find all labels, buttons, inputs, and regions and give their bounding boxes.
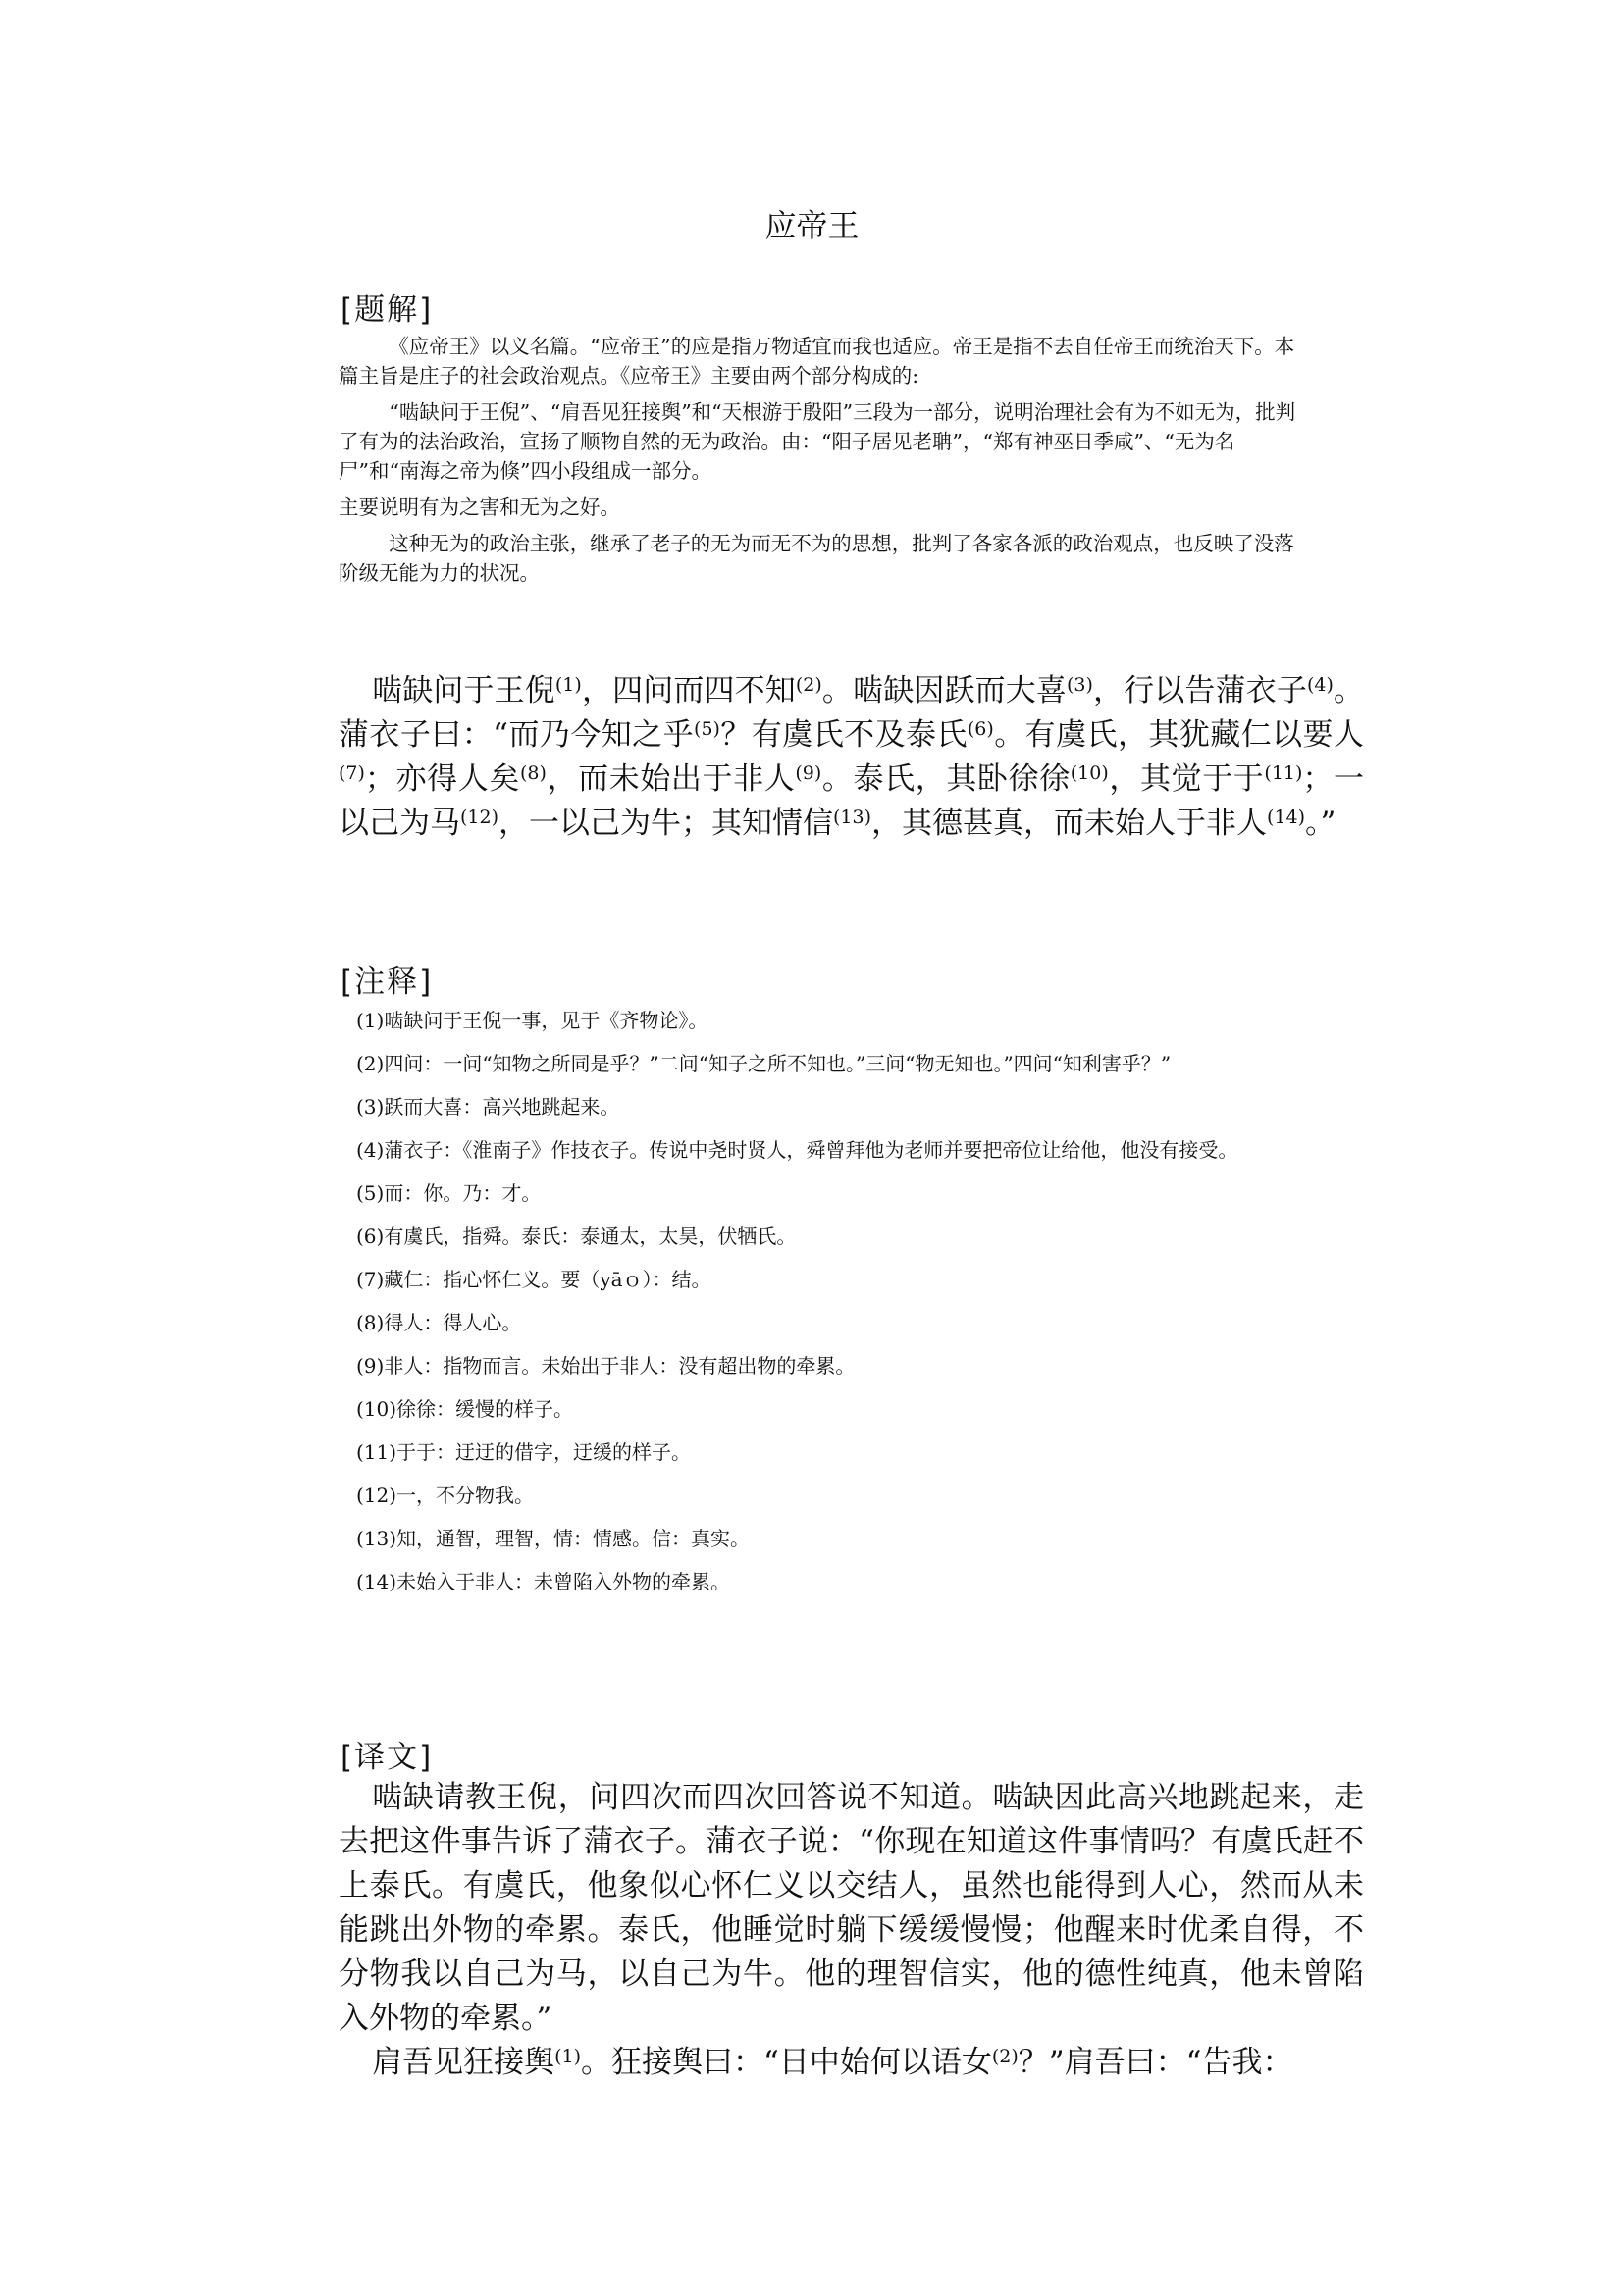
original-segment: ，一以己为牛；其知情信 bbox=[498, 806, 834, 841]
original-segment: 。蒲衣子曰：“而乃今知之乎 bbox=[339, 673, 1365, 753]
note-item: (3)跃而大喜：高兴地跳起来。 bbox=[356, 1095, 620, 1119]
translation-paragraph: 啮缺请教王倪，问四次而四次回答说不知道。啮缺因此高兴地跳起来，走去把这件事告诉了蒲衣子。蒲衣子说：“你现在知道这件事情吗？有虞氏赶不上泰氏。有虞氏，他象似心怀仁义以交结人，虽然也能得到人心，然而从未能跳出外物的牵累。泰氏，他睡觉时躺下缓缓慢慢；他醒来时优柔自得，不分物我以自己为马，以自己为牛。他的理智信实，他的德性纯真，他未曾陷入外物的牵累。” bbox=[339, 1780, 1364, 2036]
footnote-ref: (11) bbox=[1264, 762, 1303, 784]
note-item: (1)啮缺问于王倪一事，见于《齐物论》。 bbox=[356, 1009, 708, 1032]
footnote-ref: (9) bbox=[795, 762, 822, 784]
tijie-paragraph: 这种无为的政治主张，继承了老子的无为而无不为的思想，批判了各家各派的政治观点，也反映了没落阶级无能为力的状况。 bbox=[339, 532, 1294, 585]
note-item: (6)有虞氏，指舜。泰氏：泰通太，太昊，伏牺氏。 bbox=[356, 1225, 797, 1248]
footnote-ref: (12) bbox=[460, 807, 499, 828]
tijie-paragraph: 主要说明有为之害和无为之好。 bbox=[339, 495, 620, 519]
original-segment: ，其觉于于 bbox=[1108, 761, 1265, 797]
next-paragraph bbox=[339, 2041, 1364, 2085]
note-item: (12)一，不分物我。 bbox=[356, 1484, 535, 1507]
notes-list bbox=[339, 1006, 1364, 1610]
footnote-ref: (1) bbox=[554, 2046, 582, 2067]
footnote-ref: (14) bbox=[1267, 807, 1306, 828]
original-segment: ，而未始出于非人 bbox=[546, 761, 796, 797]
original-segment: 。泰氏，其卧徐徐 bbox=[821, 761, 1071, 797]
zhushi-heading: [注释] bbox=[341, 965, 434, 1000]
footnote-ref: (7) bbox=[339, 762, 365, 784]
next-segment: ？”肩吾曰：“告我： bbox=[1018, 2045, 1293, 2080]
footnote-ref: (2) bbox=[795, 674, 822, 696]
footnote-ref: (13) bbox=[833, 807, 872, 828]
note-item: (14)未始入于非人：未曾陷入外物的牵累。 bbox=[356, 1570, 731, 1593]
original-segment: ，行以告蒲衣子 bbox=[1092, 673, 1307, 708]
footnote-ref: (6) bbox=[967, 718, 994, 740]
next-segment: 肩吾见狂接舆 bbox=[372, 2045, 555, 2080]
original-segment: 。有虞氏，其犹藏仁以要人 bbox=[993, 717, 1364, 753]
original-segment: 。” bbox=[1305, 806, 1336, 841]
original-segment: ；亦得人矣 bbox=[364, 761, 520, 797]
tijie-paragraph: 《应帝王》以义名篇。“应帝王”的应是指万物适宜而我也适应。帝王是指不去自任帝王而统治天下。本篇主旨是庄子的社会政治观点。《应帝王》主要由两个部分构成的: bbox=[339, 335, 1295, 388]
original-segment: 啮缺问于王倪 bbox=[372, 673, 555, 708]
original-segment: ，其德甚真，而未始人于非人 bbox=[871, 806, 1268, 841]
tijie-body bbox=[339, 332, 1310, 595]
original-segment: ？有虞氏不及泰氏 bbox=[719, 717, 968, 753]
note-item: (2)四问：一问“知物之所同是乎？”二问“知子之所不知也。”三问“物无知也。”四问“知利害乎？” bbox=[356, 1052, 1172, 1075]
note-item: (10)徐徐：缓慢的样子。 bbox=[356, 1397, 574, 1421]
footnote-ref: (2) bbox=[991, 2046, 1019, 2067]
note-item: (5)而：你。乃：才。 bbox=[356, 1181, 542, 1205]
translation-text bbox=[339, 1776, 1364, 2085]
footnote-ref: (1) bbox=[554, 674, 582, 696]
tijie-paragraph: “啮缺问于王倪”、“肩吾见狂接舆”和“天根游于殷阳”三段为一部分，说明治理社会有为不如无为，批判了有为的法治政治，宣扬了顺物自然的无为政治。由：“阳子居见老聃”，“郑有神巫日季咸”、“无为名尸”和“南海之帝为倏”四小段组成一部分。 bbox=[339, 400, 1296, 483]
original-segment: ，四问而四不知 bbox=[581, 673, 796, 708]
note-item: (9)非人：指物而言。未始出于非人：没有超出物的牵累。 bbox=[356, 1354, 856, 1378]
footnote-ref: (10) bbox=[1070, 762, 1109, 784]
yiwen-heading: [译文] bbox=[341, 1740, 434, 1775]
tijie-heading: [题解] bbox=[341, 292, 434, 328]
original-text bbox=[339, 669, 1364, 846]
next-segment: 。狂接舆曰：“日中始何以语女 bbox=[581, 2045, 992, 2080]
original-segment: 。啮缺因跃而大喜 bbox=[821, 673, 1067, 708]
footnote-ref: (8) bbox=[519, 762, 547, 784]
page-title: 应帝王 bbox=[764, 207, 860, 244]
footnote-ref: (3) bbox=[1066, 674, 1093, 696]
note-item: (13)知，通智，理智，情：情感。信：真实。 bbox=[356, 1527, 751, 1550]
note-item: (4)蒲衣子：《淮南子》作技衣子。传说中尧时贤人，舜曾拜他为老师并要把帝位让给他，他没有接受。 bbox=[356, 1138, 1238, 1162]
note-item: (8)得人：得人心。 bbox=[356, 1311, 522, 1334]
footnote-ref: (4) bbox=[1306, 674, 1334, 696]
note-item: (7)藏仁：指心怀仁义。要（yāｏ）：结。 bbox=[356, 1268, 711, 1291]
note-item: (11)于于：迂迂的借字，迂缓的样子。 bbox=[356, 1440, 692, 1464]
original-segment: ；一以己为马 bbox=[339, 761, 1365, 841]
footnote-ref: (5) bbox=[694, 718, 720, 740]
